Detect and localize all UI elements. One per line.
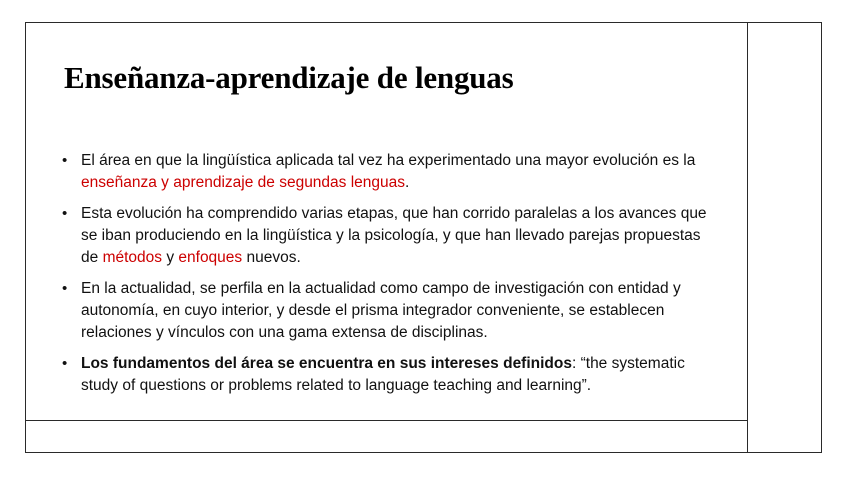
highlight-text: enfoques	[178, 249, 243, 266]
bullet-text: .	[405, 174, 410, 191]
bullet-item-3	[62, 278, 722, 344]
highlight-text: enseñanza y aprendizaje de segundas lenguas	[81, 174, 406, 191]
bold-text: Los fundamentos del área se encuentra en sus intereses definidos	[81, 355, 572, 372]
bullet-dot: •	[62, 205, 68, 222]
bullet-list	[62, 150, 722, 406]
bullet-text: y	[162, 249, 179, 266]
frame-vertical-divider	[747, 22, 748, 453]
bullet-text: Esta evolución ha comprendido varias etapas, que han corrido paralelas a los avances que se iban produciendo en la lingüística y la psicología, y que han llevado parejas propuestas de	[81, 205, 707, 266]
bullet-text: En la actualidad, se perfila en la actualidad como campo de investigación con entidad y autonomía, en cuyo interior, y desde el prisma integrador conveniente, se establecen relaciones y vínculos con una gama extensa de disciplinas.	[81, 280, 681, 341]
bullet-item-4	[62, 353, 722, 397]
bullet-item-2	[62, 203, 722, 269]
bullet-text: : “the systematic study of questions or problems related to language teaching and learning”.	[81, 355, 685, 394]
bullet-text: nuevos.	[242, 249, 301, 266]
bullet-item-1	[62, 150, 722, 194]
bullet-dot: •	[62, 280, 68, 297]
bullet-text: El área en que la lingüística aplicada tal vez ha experimentado una mayor evolución es la	[81, 152, 696, 169]
highlight-text: métodos	[102, 249, 163, 266]
bullet-dot: •	[62, 152, 68, 169]
slide-title: Enseñanza-aprendizaje de lenguas	[64, 60, 514, 95]
frame-horizontal-divider	[25, 420, 748, 421]
bullet-dot: •	[62, 355, 68, 372]
